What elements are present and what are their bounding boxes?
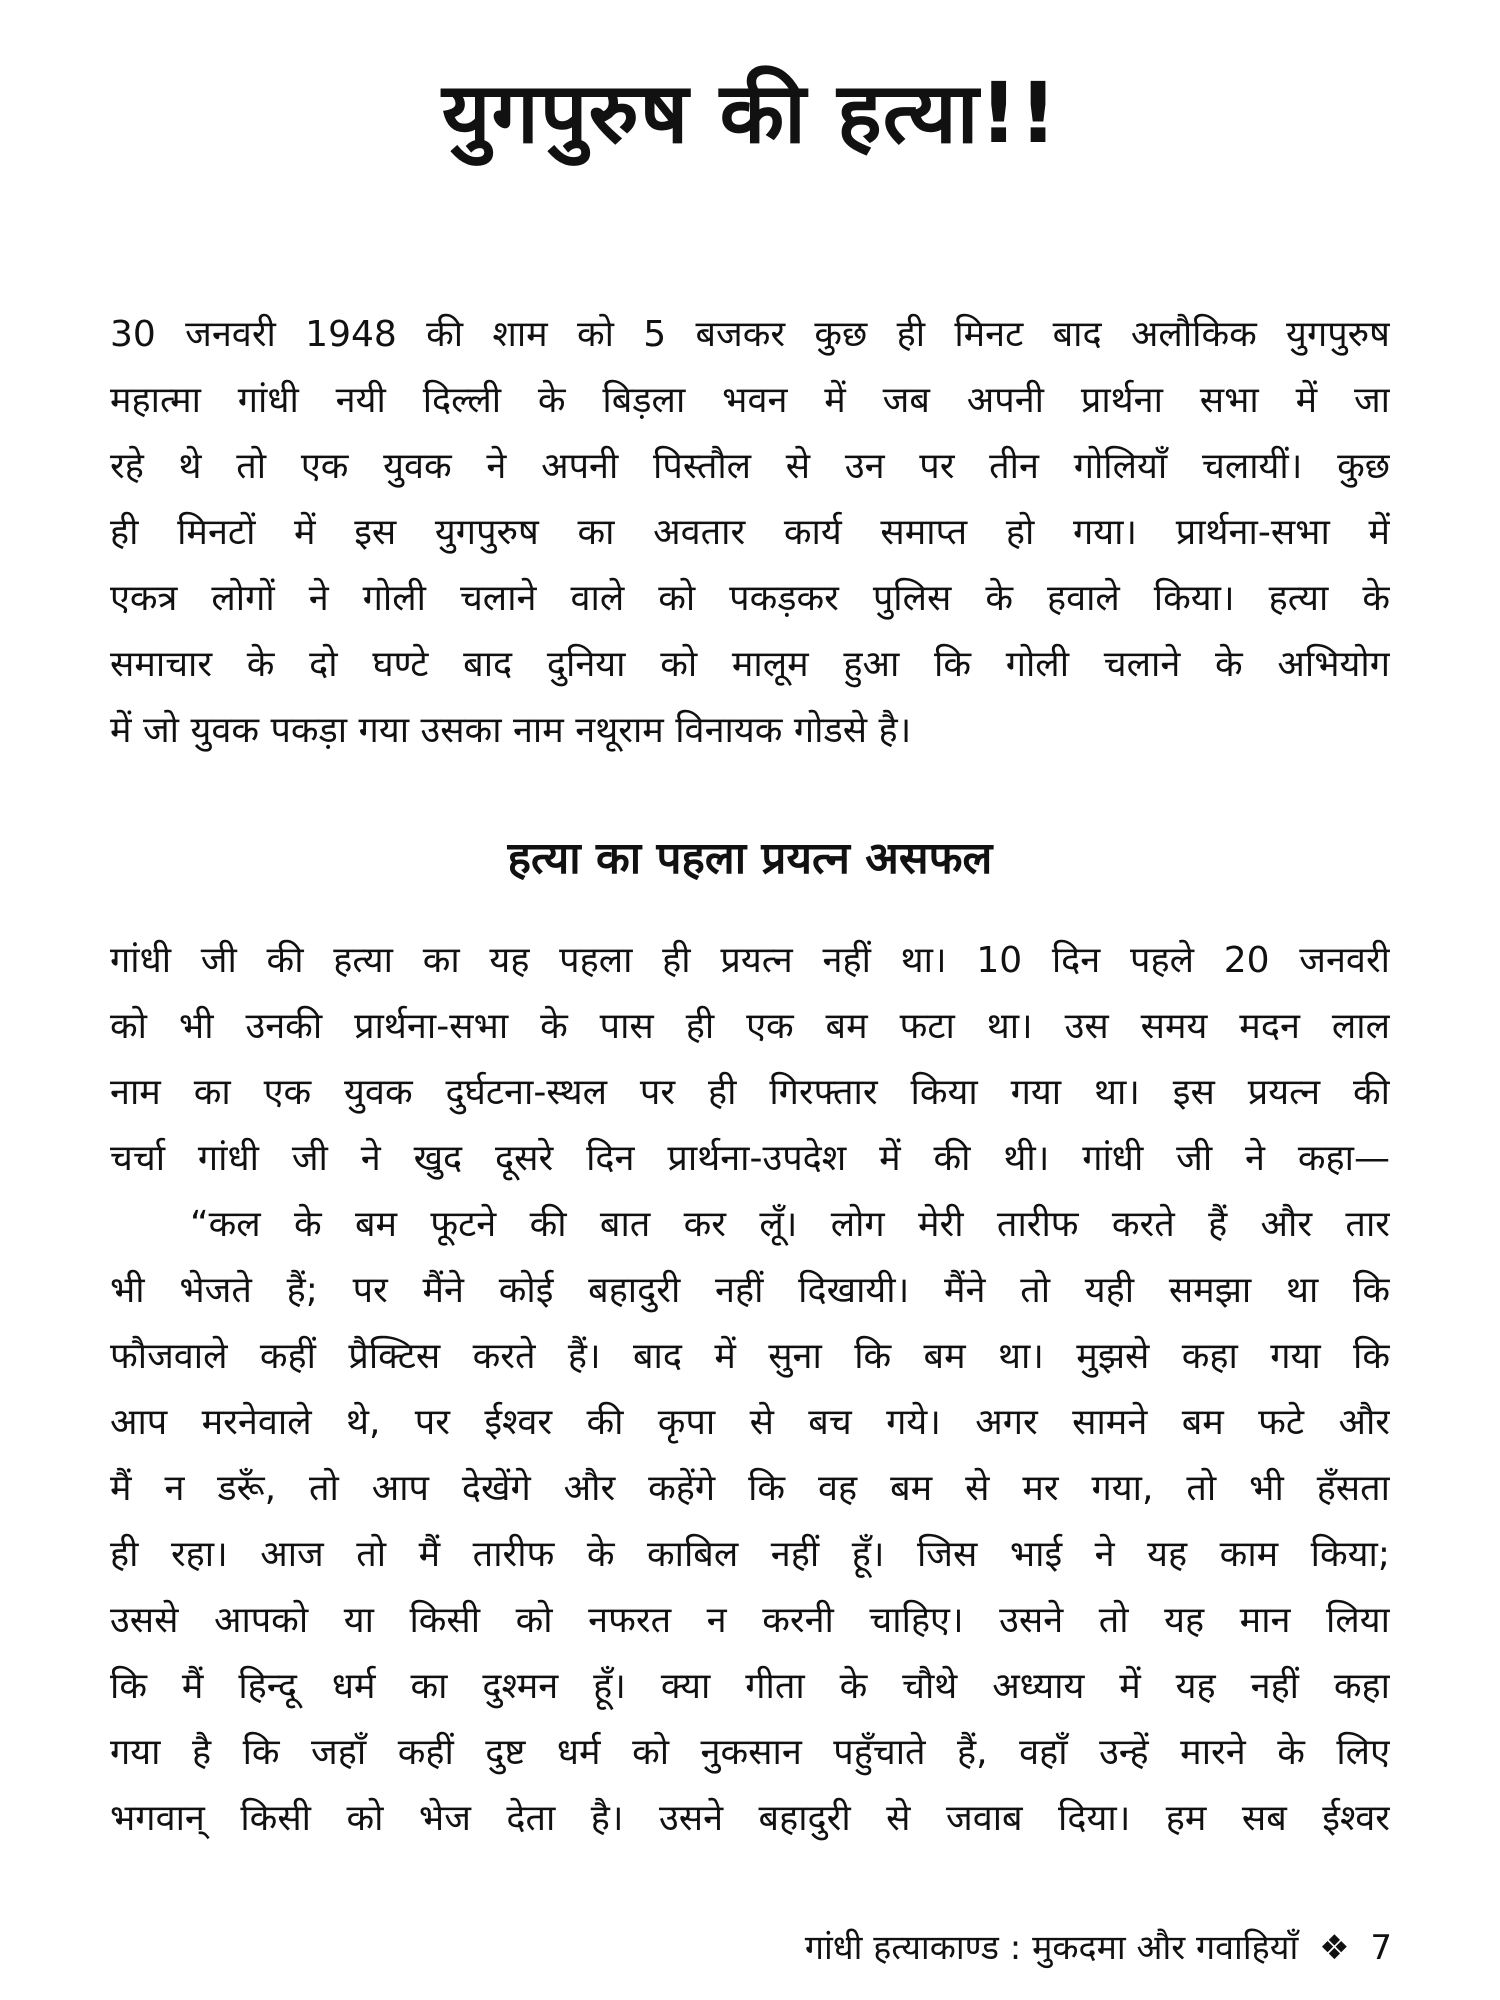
paragraph-line: रहे थे तो एक युवक ने अपनी पिस्तौल से उन पर तीन गोलियाँ चलायीं। कुछ <box>110 446 1390 487</box>
section-heading: हत्या का पहला प्रयत्न असफल <box>507 833 993 884</box>
paragraph-line: चर्चा गांधी जी ने खुद दूसरे दिन प्रार्थना-उपदेश में की थी। गांधी जी ने कहा— <box>110 1138 1390 1179</box>
quote-line: आप मरनेवाले थे, पर ईश्वर की कृपा से बच गये। अगर सामने बम फटे और <box>110 1402 1390 1443</box>
paragraph-first-attempt <box>110 928 1390 1852</box>
quote-line: गया है कि जहाँ कहीं दुष्ट धर्म को नुकसान पहुँचाते हैं, वहाँ उन्हें मारने के लिए <box>110 1732 1390 1773</box>
paragraph-line: को भी उनकी प्रार्थना-सभा के पास ही एक बम फटा था। उस समय मदन लाल <box>110 1006 1390 1047</box>
page-title: युगपुरुष की हत्या!! <box>441 64 1059 162</box>
diamond-separator-icon: ❖ <box>1319 1928 1350 1968</box>
quote-line: मैं न डरूँ, तो आप देखेंगे और कहेंगे कि वह बम से मर गया, तो भी हँसता <box>110 1468 1390 1509</box>
paragraph-line: समाचार के दो घण्टे बाद दुनिया को मालूम हुआ कि गोली चलाने के अभियोग <box>110 644 1390 685</box>
running-title: गांधी हत्याकाण्ड : मुकदमा और गवाहियाँ <box>804 1928 1299 1968</box>
page-footer <box>805 1926 1392 1970</box>
paragraph-line: एकत्र लोगों ने गोली चलाने वाले को पकड़कर पुलिस के हवाले किया। हत्या के <box>110 578 1390 619</box>
quote-line: कि मैं हिन्दू धर्म का दुश्मन हूँ। क्या गीता के चौथे अध्याय में यह नहीं कहा <box>110 1666 1390 1707</box>
paragraph-line: महात्मा गांधी नयी दिल्ली के बिड़ला भवन में जब अपनी प्रार्थना सभा में जा <box>110 380 1390 421</box>
quote-line: ही रहा। आज तो मैं तारीफ के काबिल नहीं हूँ। जिस भाई ने यह काम किया; <box>110 1534 1390 1575</box>
page-number: 7 <box>1370 1928 1392 1968</box>
paragraph-line: ही मिनटों में इस युगपुरुष का अवतार कार्य समाप्त हो गया। प्रार्थना-सभा में <box>110 512 1390 553</box>
paragraph-line: गांधी जी की हत्या का यह पहला ही प्रयत्न नहीं था। 10 दिन पहले 20 जनवरी <box>110 940 1390 981</box>
paragraph-line: में जो युवक पकड़ा गया उसका नाम नथूराम विनायक गोडसे है। <box>110 710 912 751</box>
paragraph-line: 30 जनवरी 1948 की शाम को 5 बजकर कुछ ही मिनट बाद अलौकिक युगपुरुष <box>110 314 1390 355</box>
quote-line: “कल के बम फूटने की बात कर लूँ। लोग मेरी तारीफ करते हैं और तार <box>190 1204 1390 1245</box>
quote-line: फौजवाले कहीं प्रैक्टिस करते हैं। बाद में सुना कि बम था। मुझसे कहा गया कि <box>110 1336 1390 1377</box>
quote-line: उससे आपको या किसी को नफरत न करनी चाहिए। उसने तो यह मान लिया <box>110 1600 1390 1641</box>
quote-line: भी भेजते हैं; पर मैंने कोई बहादुरी नहीं दिखायी। मैंने तो यही समझा था कि <box>110 1270 1390 1311</box>
paragraph-intro <box>110 302 1390 764</box>
paragraph-line: नाम का एक युवक दुर्घटना-स्थल पर ही गिरफ्तार किया गया था। इस प्रयत्न की <box>110 1072 1390 1113</box>
quote-line: भगवान् किसी को भेज देता है। उसने बहादुरी से जवाब दिया। हम सब ईश्वर <box>110 1798 1390 1839</box>
